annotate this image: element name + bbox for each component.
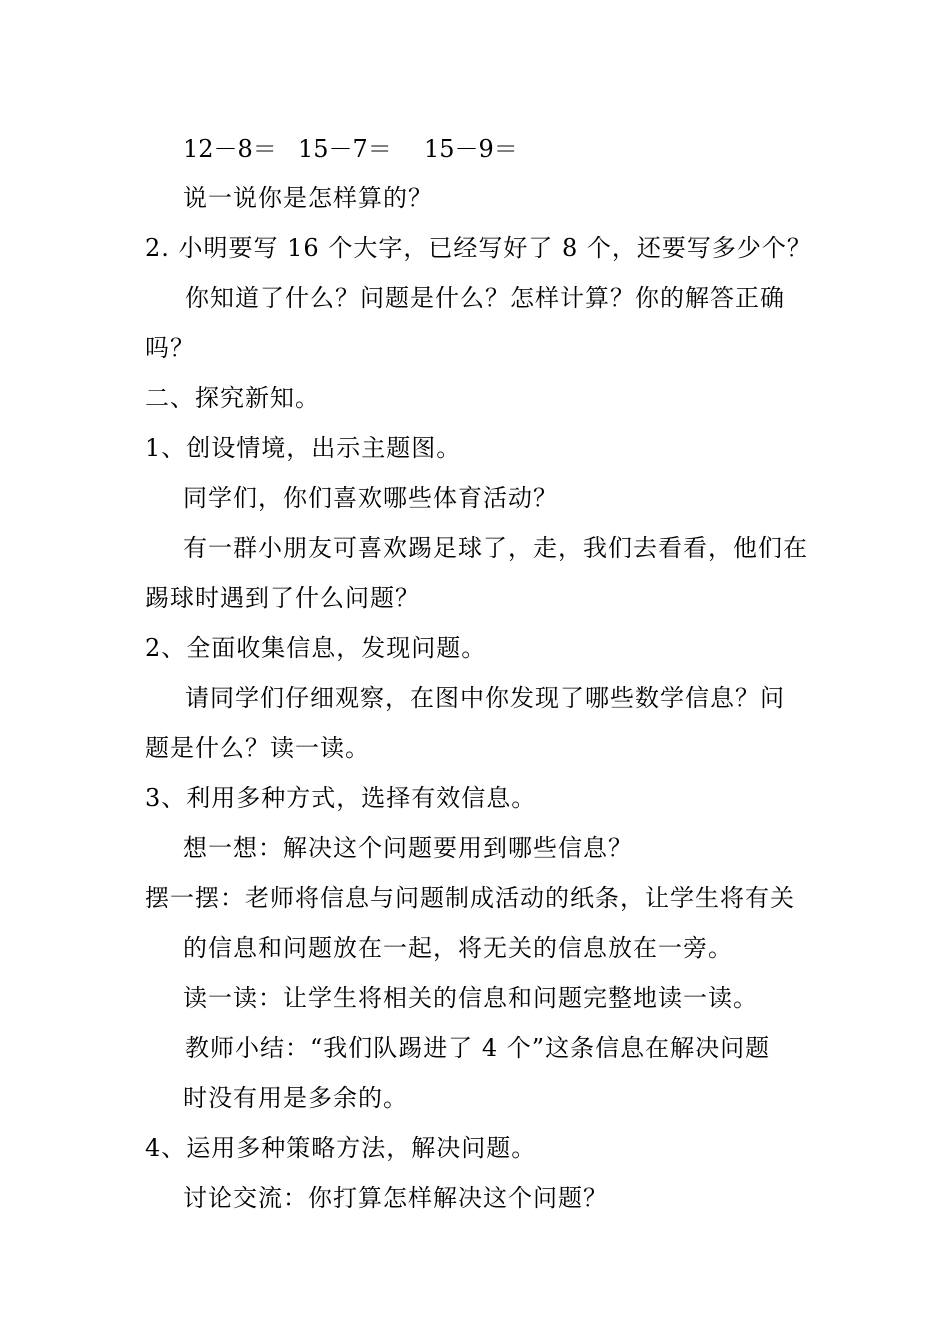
subsection-heading: 1、创设情境，出示主题图。 (145, 434, 462, 462)
equation-2: 15－7＝ (298, 135, 392, 163)
subsection-heading: 3、利用多种方式，选择有效信息。 (145, 784, 537, 812)
text-line: 吗？ (145, 334, 195, 362)
text-line: 摆一摆：老师将信息与问题制成活动的纸条，让学生将有关 (145, 884, 795, 912)
equation-1: 12－8＝ (183, 135, 277, 163)
text-line: 讨论交流：你打算怎样解决这个问题？ (183, 1184, 608, 1212)
text-line: 想一想：解决这个问题要用到哪些信息？ (183, 834, 633, 862)
text-line: 的信息和问题放在一起，将无关的信息放在一旁。 (183, 934, 733, 962)
subsection-heading: 2、全面收集信息，发现问题。 (145, 634, 487, 662)
text-line: 同学们，你们喜欢哪些体育活动？ (183, 484, 558, 512)
text-line: 你知道了什么？问题是什么？怎样计算？你的解答正确 (185, 284, 785, 312)
text-line: 题是什么？读一读。 (145, 734, 370, 762)
text-line: 有一群小朋友可喜欢踢足球了，走，我们去看看，他们在 (183, 534, 808, 562)
text-line: 请同学们仔细观察，在图中你发现了哪些数学信息？问 (185, 684, 785, 712)
subsection-heading: 4、运用多种策略方法，解决问题。 (145, 1134, 537, 1162)
text-line: 踢球时遇到了什么问题？ (145, 584, 420, 612)
text-line: 时没有用是多余的。 (183, 1084, 408, 1112)
text-line: 2. 小明要写 16 个大字，已经写好了 8 个，还要写多少个？ (145, 234, 812, 262)
equation-3: 15－9＝ (424, 135, 518, 163)
text-line: 教师小结：“我们队踢进了 4 个”这条信息在解决问题 (185, 1034, 771, 1062)
text-line: 说一说你是怎样算的？ (183, 184, 433, 212)
section-heading: 二、探究新知。 (145, 384, 320, 412)
text-line: 读一读：让学生将相关的信息和问题完整地读一读。 (183, 984, 758, 1012)
